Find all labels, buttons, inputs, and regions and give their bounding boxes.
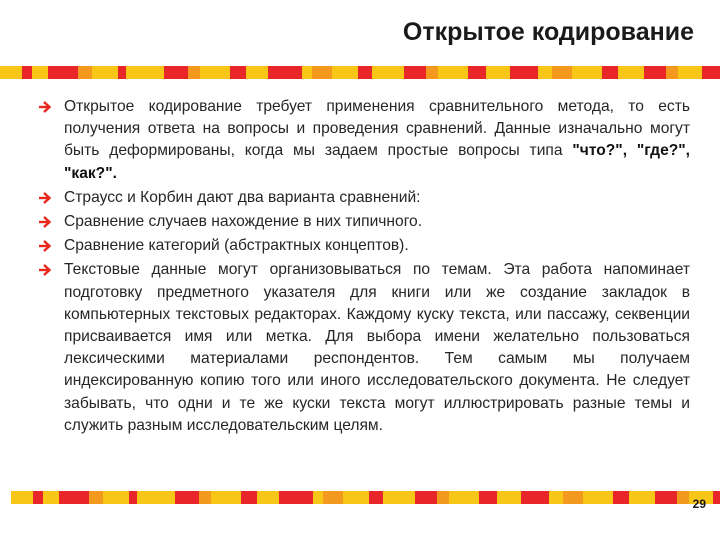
stripe-segment — [613, 491, 629, 504]
slide-content — [36, 96, 690, 437]
slide-title: Открытое кодирование — [402, 18, 694, 46]
bullet-item — [36, 259, 690, 437]
stripe-segment — [279, 491, 313, 504]
stripe-segment — [538, 66, 552, 79]
stripe-segment — [22, 66, 32, 79]
stripe-segment — [449, 491, 479, 504]
stripe-segment — [312, 66, 332, 79]
right-arrow-icon — [38, 215, 52, 229]
stripe-segment — [188, 66, 200, 79]
stripe-segment — [438, 66, 468, 79]
stripe-segment — [200, 66, 230, 79]
stripe-segment — [583, 491, 613, 504]
stripe-segment — [479, 491, 497, 504]
stripe-segment — [629, 491, 655, 504]
stripe-segment — [369, 491, 383, 504]
stripe-segment — [302, 66, 312, 79]
stripe-segment — [332, 66, 358, 79]
stripe-segment — [415, 491, 437, 504]
stripe-segment — [268, 66, 302, 79]
stripe-segment — [437, 491, 449, 504]
page-number: 29 — [692, 497, 706, 511]
stripe-segment — [0, 66, 22, 79]
bullet-text: Сравнение случаев нахождение в них типичного. — [64, 213, 423, 231]
stripe-segment — [137, 491, 175, 504]
stripe-segment — [602, 66, 618, 79]
right-arrow-icon — [38, 191, 52, 205]
stripe-segment — [78, 66, 92, 79]
stripe-segment — [404, 66, 426, 79]
stripe-segment — [655, 491, 677, 504]
stripe-segment — [713, 491, 720, 504]
stripe-segment — [549, 491, 563, 504]
bullet-text: Сравнение категорий (абстрактных концептов). — [64, 237, 409, 255]
stripe-segment — [43, 491, 59, 504]
stripe-segment — [510, 66, 538, 79]
right-arrow-icon — [38, 239, 52, 253]
bullet-emphasis: "что?", "где?", "как?". — [64, 142, 690, 182]
bullet-item — [36, 211, 690, 233]
bullet-item — [36, 235, 690, 257]
stripe-segment — [677, 491, 689, 504]
stripe-segment — [126, 66, 164, 79]
stripe-segment — [11, 491, 33, 504]
stripe-segment — [199, 491, 211, 504]
stripe-segment — [246, 66, 268, 79]
bullet-item — [36, 187, 690, 209]
stripe-segment — [678, 66, 702, 79]
stripe-segment — [241, 491, 257, 504]
stripe-segment — [486, 66, 510, 79]
stripe-segment — [618, 66, 644, 79]
stripe-segment — [32, 66, 48, 79]
stripe-segment — [89, 491, 103, 504]
stripe-segment — [563, 491, 583, 504]
stripe-segment — [164, 66, 188, 79]
bullet-text: Страусс и Корбин дают два варианта сравнений: — [64, 188, 421, 206]
stripe-segment — [426, 66, 438, 79]
stripe-segment — [33, 491, 43, 504]
decorative-stripe-bottom — [0, 491, 720, 504]
stripe-segment — [211, 491, 241, 504]
stripe-segment — [59, 491, 89, 504]
stripe-segment — [497, 491, 521, 504]
right-arrow-icon — [38, 100, 52, 114]
stripe-segment — [521, 491, 549, 504]
stripe-segment — [383, 491, 415, 504]
stripe-segment — [572, 66, 602, 79]
stripe-segment — [257, 491, 279, 504]
decorative-stripe-top — [0, 66, 720, 79]
bullet-text: Открытое кодирование требует применения сравнительного метода, то есть получения ответа на вопросы и проведения сравнений. Данные изначально могут быть деформированы, когда мы задаем простые вопросы типа — [64, 98, 690, 160]
stripe-segment — [175, 491, 199, 504]
stripe-segment — [92, 66, 118, 79]
stripe-segment — [313, 491, 323, 504]
stripe-segment — [343, 491, 369, 504]
stripe-segment — [129, 491, 137, 504]
stripe-segment — [323, 491, 343, 504]
stripe-segment — [230, 66, 246, 79]
stripe-segment — [118, 66, 126, 79]
right-arrow-icon — [38, 263, 52, 277]
stripe-segment — [468, 66, 486, 79]
stripe-segment — [644, 66, 666, 79]
bullet-item — [36, 96, 690, 185]
bullet-text: Текстовые данные могут организовываться по темам. Эта работа напоминает подготовку предметного указателя для книги или же создание закладок в компьютерных текстовых редакторах. Каждому куску текста, или пассажу, секвенции присваивается имя или метка. Для выбора имени желательно пользоваться лексическими материалами респондентов. Тем самым мы получаем индексированную копию того или иного исследовательского документа. Не следует забывать, что одни и те же куски текста могут иллюстрировать разные темы и служить разным исследовательским целям. — [64, 261, 690, 434]
stripe-segment — [372, 66, 404, 79]
stripe-segment — [552, 66, 572, 79]
stripe-segment — [358, 66, 372, 79]
stripe-segment — [48, 66, 78, 79]
stripe-segment — [103, 491, 129, 504]
stripe-segment — [702, 66, 720, 79]
stripe-segment — [666, 66, 678, 79]
